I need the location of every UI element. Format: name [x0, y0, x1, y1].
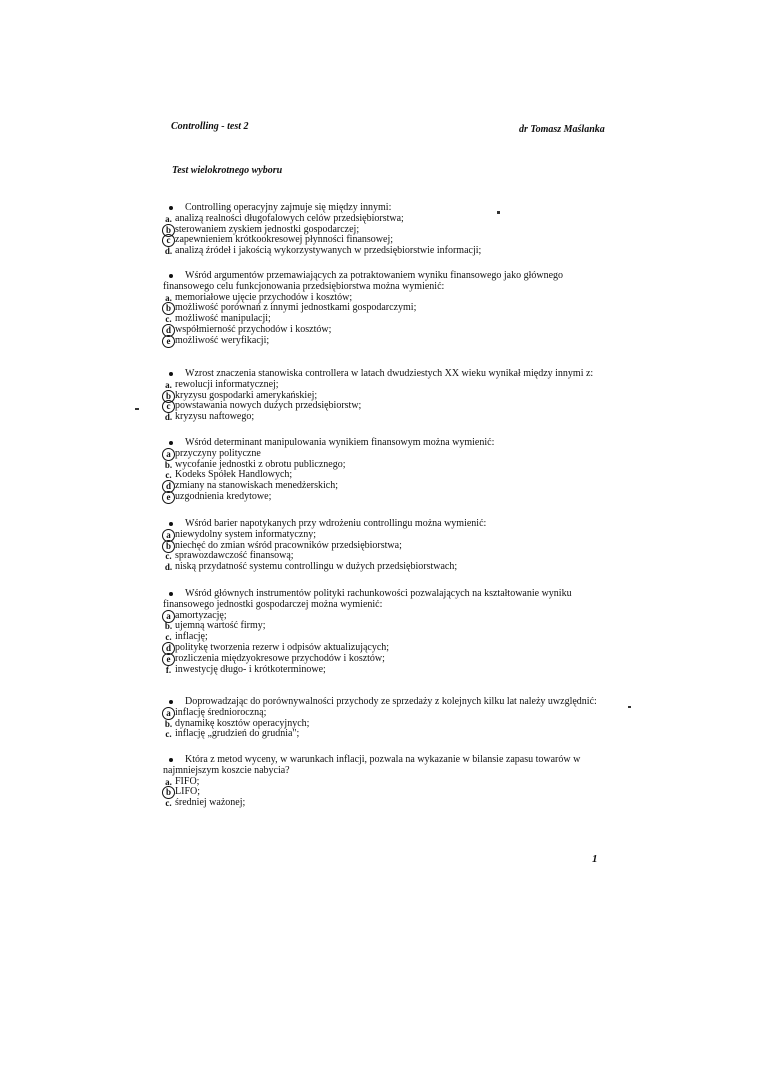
answer-list: [163, 530, 603, 573]
answer-text: średniej ważonej;: [175, 797, 246, 809]
answer-text: amortyzację;: [175, 609, 227, 621]
circled-answer-letter: b: [162, 390, 175, 403]
bullet-icon: [169, 592, 173, 596]
question-label: Która z metod wyceny, w warunkach inflacji, pozwala na wykazanie w bilansie zapasu towarów w najmniejszym koszcie nabycia?: [163, 754, 581, 776]
answer-text: możliwość porównań z innymi jednostkami gospodarczymi;: [175, 302, 417, 314]
circled-answer-letter: e: [162, 653, 175, 666]
answer-text: przyczyny polityczne: [175, 447, 261, 459]
answer-text: rewolucji informatycznej;: [175, 378, 279, 390]
answer-letter: d.: [164, 246, 173, 257]
answer-text: analizą realności długofalowych celów przedsiębiorstwa;: [175, 212, 404, 224]
answer-letter: c.: [165, 798, 172, 809]
answer-text: możliwość weryfikacji;: [175, 334, 270, 346]
question-label: Wśród determinant manipulowania wynikiem finansowym można wymienić:: [185, 437, 495, 448]
answer-option: [163, 562, 603, 573]
answer-letter: d.: [164, 562, 173, 573]
circled-answer-letter: a: [162, 707, 175, 720]
question-label: Doprowadzając do porównywalności przychody ze sprzedaży z kolejnych kilku lat należy uwzględnić:: [185, 696, 597, 707]
bullet-icon: [169, 522, 173, 526]
question-label: Wzrost znaczenia stanowiska controllera w latach dwudziestych XX wieku wynikał między innymi z:: [185, 368, 594, 379]
answer-letter: d.: [164, 412, 173, 423]
answer-letter: a.: [165, 776, 172, 787]
question-label: Wśród głównych instrumentów polityki rachunkowości pozwalających na kształtowanie wyniku finansowego jednostki gospodarczej można wymienić:: [163, 588, 572, 610]
question-3: [163, 369, 603, 423]
answer-list: [163, 449, 603, 503]
answer-list: [163, 708, 603, 740]
answer-text: inflację „grudzień do grudnia";: [175, 728, 300, 740]
answer-text: kryzysu gospodarki amerykańskiej;: [175, 389, 318, 401]
answer-letter: c.: [165, 314, 172, 325]
answer-text: sprawozdawczość finansową;: [175, 550, 294, 562]
answer-letter: b.: [164, 621, 173, 632]
answer-option: [163, 777, 603, 788]
question-2: [163, 271, 603, 347]
scan-speck: [497, 211, 500, 214]
answer-option: [163, 492, 603, 503]
answer-text: niską przydatność systemu controllingu w dużych przedsiębiorstwach;: [175, 561, 458, 573]
bullet-icon: [169, 700, 173, 704]
header-author: dr Tomasz Maślanka: [519, 124, 605, 135]
bullet-icon: [169, 274, 173, 278]
bullet-icon: [169, 372, 173, 376]
answer-list: [163, 777, 603, 809]
answer-text: współmierność przychodów i kosztów;: [175, 323, 332, 335]
answer-letter: a.: [165, 213, 172, 224]
question-label: Wśród argumentów przemawiających za potraktowaniem wyniku finansowego jako głównego finansowego celu funkcjonowania przedsiębiorstwa można wymienić:: [163, 270, 564, 292]
answer-text: Kodeks Spółek Handlowych;: [175, 469, 293, 481]
answer-option: [163, 621, 603, 632]
answer-text: dynamikę kosztów operacyjnych;: [175, 717, 310, 729]
circled-answer-letter: b: [162, 786, 175, 799]
page-number: 1: [592, 853, 598, 865]
circled-answer-letter: b: [162, 224, 175, 237]
answer-text: powstawania nowych dużych przedsiębiorstw;: [175, 400, 362, 412]
answer-list: [163, 380, 603, 423]
answer-list: [163, 293, 603, 347]
answer-text: uzgodnienia kredytowe;: [175, 490, 272, 502]
question-4: [163, 438, 603, 503]
answer-option: [163, 798, 603, 809]
circled-answer-letter: d: [162, 324, 175, 337]
circled-answer-letter: e: [162, 335, 175, 348]
answer-text: rozliczenia międzyokresowe przychodów i kosztów;: [175, 652, 385, 664]
answer-text: LIFO;: [175, 786, 200, 798]
answer-text: sterowaniem zyskiem jednostki gospodarczej;: [175, 223, 360, 235]
answer-text: FIFO;: [175, 775, 200, 787]
question-text: [163, 755, 603, 777]
answer-list: [163, 611, 603, 676]
circled-answer-letter: a: [162, 610, 175, 623]
scan-speck: [135, 408, 139, 410]
answer-text: zmiany na stanowiskach menedżerskich;: [175, 480, 338, 492]
bullet-icon: [169, 758, 173, 762]
question-label: Wśród barier napotykanych przy wdrożeniu controllingu można wymienić:: [185, 518, 487, 529]
answer-option: [163, 412, 603, 423]
question-label: Controlling operacyjny zajmuje się między innymi:: [185, 202, 392, 213]
circled-answer-letter: d: [162, 480, 175, 493]
circled-answer-letter: b: [162, 540, 175, 553]
answer-text: analizą źródeł i jakością wykorzystywanych w przedsiębiorstwie informacji;: [175, 245, 482, 257]
answer-letter: c.: [165, 729, 172, 740]
bullet-icon: [169, 206, 173, 210]
answer-text: inwestycję długo- i krótkoterminowe;: [175, 663, 326, 675]
circled-answer-letter: b: [162, 302, 175, 315]
answer-option: [163, 246, 603, 257]
question-1: [163, 203, 603, 257]
question-7: [163, 697, 603, 740]
circled-answer-letter: e: [162, 491, 175, 504]
answer-list: [163, 214, 603, 257]
answer-text: ujemną wartość firmy;: [175, 620, 266, 632]
answer-option: [163, 729, 603, 740]
question-6: [163, 589, 603, 675]
answer-text: niewydolny system informatyczny;: [175, 528, 317, 540]
circled-answer-letter: a: [162, 529, 175, 542]
test-subtitle: Test wielokrotnego wyboru: [172, 165, 283, 176]
answer-text: inflację;: [175, 631, 208, 643]
answer-text: memoriałowe ujęcie przychodów i kosztów;: [175, 291, 353, 303]
answer-letter: b.: [164, 718, 173, 729]
answer-option: [163, 665, 603, 676]
answer-text: inflację średnioroczną;: [175, 706, 267, 718]
question-8: [163, 755, 603, 809]
scan-speck: [628, 706, 631, 708]
circled-answer-letter: d: [162, 642, 175, 655]
question-text: [163, 589, 603, 611]
answer-letter: b.: [164, 459, 173, 470]
question-5: [163, 519, 603, 573]
circled-answer-letter: a: [162, 448, 175, 461]
bullet-icon: [169, 441, 173, 445]
answer-text: zapewnieniem krótkookresowej płynności finansowej;: [175, 234, 393, 246]
answer-text: niechęć do zmian wśród pracowników przedsiębiorstwa;: [175, 539, 402, 551]
answer-text: kryzysu naftowego;: [175, 411, 255, 423]
answer-text: wycofanie jednostki z obrotu publicznego;: [175, 458, 346, 470]
header-course-title: Controlling - test 2: [171, 121, 249, 132]
answer-letter: f.: [165, 664, 172, 675]
answer-letter: c.: [165, 551, 172, 562]
question-text: [163, 271, 603, 293]
answer-letter: c.: [165, 470, 172, 481]
answer-text: politykę tworzenia rezerw i odpisów aktualizujących;: [175, 641, 390, 653]
answer-letter: a.: [165, 292, 172, 303]
circled-answer-letter: c: [162, 234, 175, 247]
circled-answer-letter: c: [162, 400, 175, 413]
answer-letter: a.: [165, 379, 172, 390]
answer-option: [163, 336, 603, 347]
answer-text: możliwość manipulacji;: [175, 313, 271, 325]
answer-letter: c.: [165, 632, 172, 643]
